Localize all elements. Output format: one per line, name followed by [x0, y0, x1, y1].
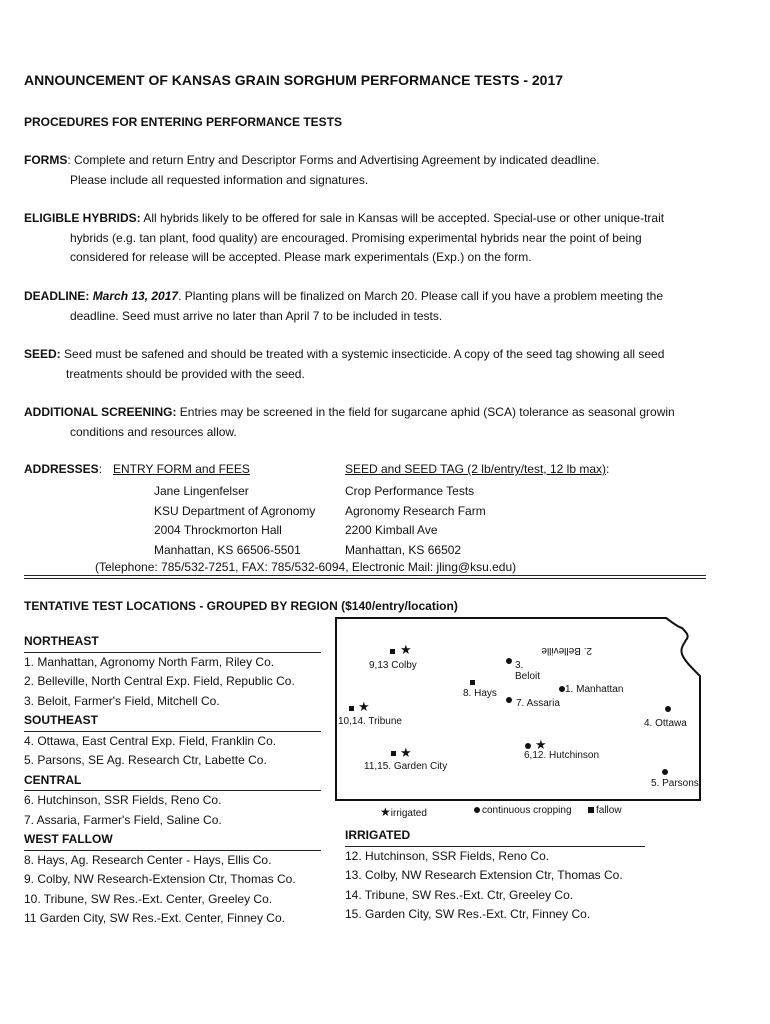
list-item: 6. Hutchinson, SSR Fields, Reno Co. — [24, 793, 222, 807]
screening-line1: Entries may be screened in the field for sugarcane aphid (SCA) tolerance as seasonal growin — [176, 405, 675, 419]
list-item: 1. Manhattan, Agronomy North Farm, Riley Co. — [24, 654, 275, 669]
continuous-marker — [525, 743, 531, 749]
entry-address-line: Manhattan, KS 66506-5501 — [154, 542, 301, 557]
kansas-map — [334, 614, 706, 804]
eligible-line3: considered for release will be accepted. Please mark experimentals (Exp.) on the form. — [70, 250, 532, 264]
entry-address-line: 2004 Throckmorton Hall — [154, 523, 282, 537]
continuous-marker — [662, 769, 668, 775]
map-label-assaria: 7. Assaria — [516, 698, 560, 709]
fallow-marker — [390, 649, 395, 654]
continuous-marker — [506, 697, 512, 703]
deadline-section — [24, 287, 714, 326]
screening-section — [24, 403, 706, 442]
seed-tag-heading-wrap — [345, 462, 609, 476]
page-title: ANNOUNCEMENT OF KANSAS GRAIN SORGHUM PERFORMANCE TESTS - 2017 — [24, 72, 564, 88]
region-northeast: NORTHEAST — [24, 632, 321, 653]
map-label-garden-city: 11,15. Garden City — [364, 761, 448, 772]
deadline-label: DEADLINE: — [24, 289, 90, 303]
forms-label: FORMS — [24, 153, 68, 167]
divider — [24, 575, 706, 576]
seed-tag-heading: SEED and SEED TAG (2 lb/entry/test, 12 lb max) — [345, 462, 606, 476]
eligible-line2: hybrids (e.g. tan plant, food quality) are encouraged. Promising experimental hybrids near the point of being — [70, 230, 642, 245]
irrigated-star-icon: ★ — [400, 642, 412, 657]
fallow-marker — [470, 680, 475, 685]
fallow-marker — [391, 751, 396, 756]
legend-fallow — [588, 805, 622, 816]
irrigated-star-icon: ★ — [535, 737, 547, 752]
seed-address-line: 2200 Kimball Ave — [345, 523, 438, 537]
region-irrigated: IRRIGATED — [345, 826, 645, 847]
legend-continuous — [474, 805, 572, 816]
map-label-belleville: 2. Belleville — [541, 645, 592, 656]
map-label-ottawa: 4. Ottawa — [644, 718, 687, 729]
screening-label: ADDITIONAL SCREENING: — [24, 405, 177, 419]
map-label-parsons: 5. Parsons — [651, 778, 699, 789]
irrigated-star-icon: ★ — [400, 745, 412, 760]
list-item: 14. Tribune, SW Res.-Ext. Ctr, Greeley Co. — [345, 887, 574, 902]
location-list — [24, 632, 324, 929]
list-item: 5. Parsons, SE Ag. Research Ctr, Labette Co. — [24, 753, 267, 767]
list-item: 4. Ottawa, East Central Exp. Field, Franklin Co. — [24, 733, 277, 748]
locations-heading: TENTATIVE TEST LOCATIONS - GROUPED BY REGION ($140/entry/location) — [24, 599, 458, 613]
region-central: CENTRAL — [24, 771, 321, 792]
legend-fallow-label: fallow — [596, 805, 622, 816]
deadline-line1: . Planting plans will be finalized on March 20. Please call if you have a problem meeting the — [178, 289, 664, 303]
fallow-marker — [349, 706, 354, 711]
continuous-marker — [506, 658, 512, 664]
region-west-fallow: WEST FALLOW — [24, 830, 321, 851]
screening-line2: conditions and resources allow. — [70, 424, 237, 439]
entry-address-line: Jane Lingenfelser — [154, 484, 249, 498]
deadline-line2: deadline. Seed must arrive no later than April 7 to be included in tests. — [70, 308, 443, 323]
kansas-outline — [336, 618, 700, 800]
seed-tag-colon: : — [606, 462, 610, 476]
entry-address — [154, 482, 315, 560]
star-icon: ★ — [380, 805, 391, 819]
map-label-tribune: 10,14. Tribune — [338, 716, 402, 727]
addresses-colon: : — [98, 462, 103, 476]
forms-section — [24, 151, 714, 190]
seed-line2: treatments should be provided with the seed. — [66, 366, 305, 381]
entry-address-line: KSU Department of Agronomy — [154, 503, 316, 518]
list-item: 11 Garden City, SW Res.-Ext. Center, Finney Co. — [24, 911, 285, 925]
eligible-line1: All hybrids likely to be offered for sale in Kansas will be accepted. Special-use or other unique-trait — [140, 211, 665, 225]
deadline-date: March 13, 2017 — [92, 289, 179, 303]
square-icon — [588, 807, 594, 813]
forms-line1: : Complete and return Entry and Descriptor Forms and Advertising Agreement by indicated deadline. — [67, 153, 600, 167]
legend-continuous-label: continuous cropping — [482, 805, 572, 816]
region-southeast: SOUTHEAST — [24, 711, 321, 732]
list-item: 9. Colby, NW Research-Extension Ctr, Thomas Co. — [24, 872, 296, 886]
forms-line2: Please include all requested information and signatures. — [70, 172, 369, 187]
divider — [24, 578, 706, 579]
seed-address-line: Manhattan, KS 66502 — [345, 542, 462, 557]
seed-address — [345, 482, 486, 560]
list-item: 3. Beloit, Farmer's Field, Mitchell Co. — [24, 693, 220, 708]
map-label-colby: 9,13 Colby — [369, 660, 417, 671]
seed-label: SEED: — [24, 347, 61, 361]
map-label-beloit-number: 3. — [515, 660, 524, 671]
list-item: 15. Garden City, SW Res.-Ext. Ctr, Finney Co. — [345, 907, 591, 921]
contact-info: (Telephone: 785/532-7251, FAX: 785/532-6094, Electronic Mail: jling@ksu.edu) — [95, 560, 517, 574]
list-item: 8. Hays, Ag. Research Center - Hays, Ellis Co. — [24, 852, 272, 867]
seed-section — [24, 345, 714, 384]
list-item: 13. Colby, NW Research Extension Ctr, Thomas Co. — [345, 868, 623, 882]
eligible-label: ELIGIBLE HYBRIDS: — [24, 211, 141, 225]
seed-address-line: Agronomy Research Farm — [345, 503, 486, 518]
addresses-label: ADDRESSES — [24, 462, 99, 476]
eligible-section — [24, 209, 714, 268]
seed-address-line: Crop Performance Tests — [345, 484, 475, 498]
map-label-beloit: Beloit — [515, 671, 541, 682]
continuous-marker — [665, 706, 671, 712]
list-item: 10. Tribune, SW Res.-Ext. Center, Greeley Co. — [24, 891, 273, 906]
legend-irrigated-label: irrigated — [390, 808, 427, 819]
legend-irrigated — [380, 805, 427, 819]
map-label-hays: 8. Hays — [463, 688, 497, 699]
irrigated-list — [345, 826, 645, 925]
list-item: 7. Assaria, Farmer's Field, Saline Co. — [24, 812, 222, 827]
irrigated-star-icon: ★ — [358, 699, 370, 714]
seed-line1: Seed must be safened and should be treated with a systemic insecticide. A copy of the seed tag showing all seed — [60, 347, 665, 361]
dot-icon — [474, 807, 480, 813]
map-label-manhattan: 1. Manhattan — [565, 684, 624, 695]
addresses-label-wrap — [24, 462, 102, 476]
list-item: 12. Hutchinson, SSR Fields, Reno Co. — [345, 848, 550, 863]
procedures-heading: PROCEDURES FOR ENTERING PERFORMANCE TESTS — [24, 115, 343, 129]
entry-form-heading: ENTRY FORM and FEES — [113, 462, 250, 476]
list-item: 2. Belleville, North Central Exp. Field, Republic Co. — [24, 674, 295, 688]
map-label-hutchinson: 6,12. Hutchinson — [524, 750, 600, 761]
